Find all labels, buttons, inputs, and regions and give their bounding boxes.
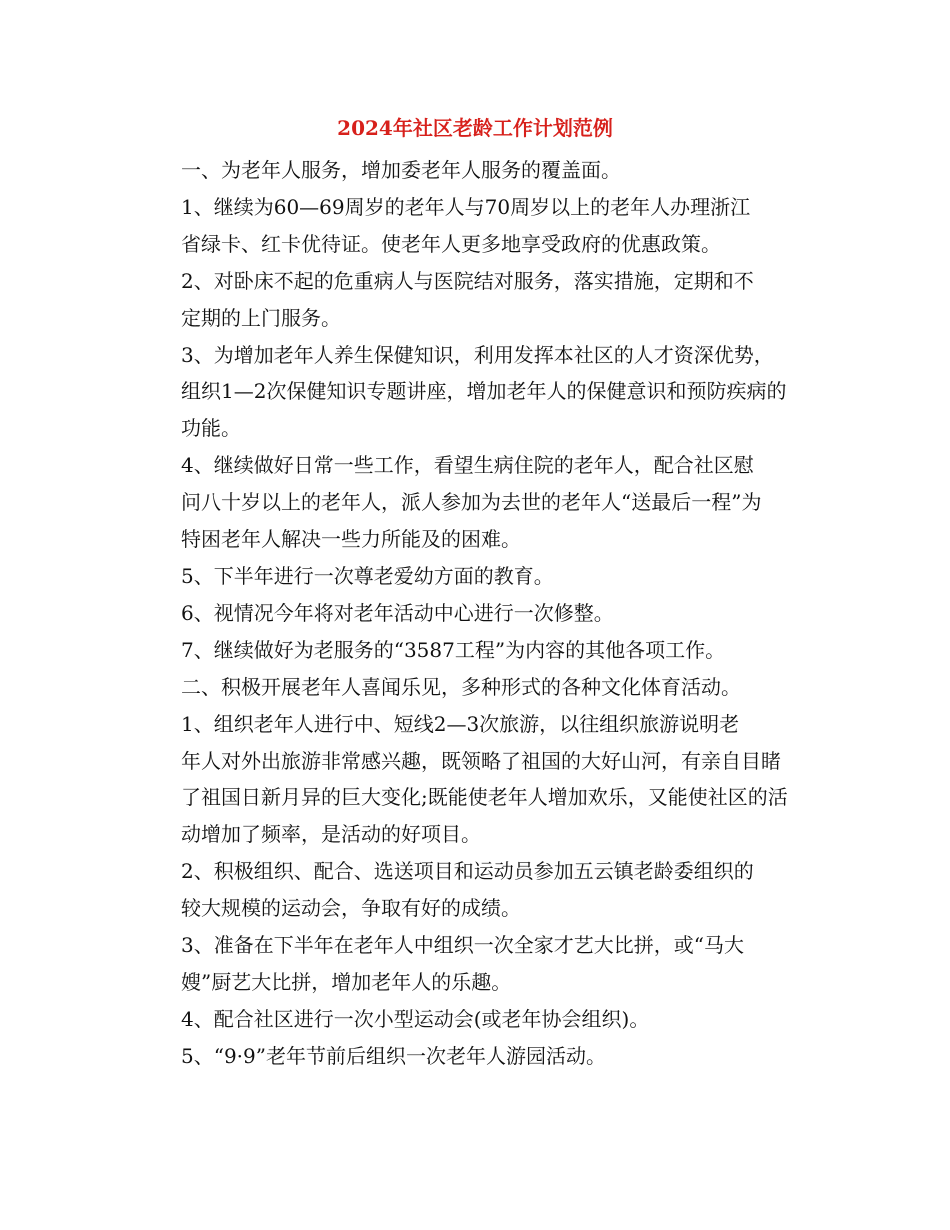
paragraph-line: 5、下半年进行一次尊老爱幼方面的教育。 bbox=[181, 563, 554, 588]
paragraph bbox=[141, 595, 811, 632]
paragraph-line: 定期的上门服务。 bbox=[181, 305, 341, 330]
paragraph bbox=[141, 189, 811, 263]
document-body bbox=[141, 152, 811, 1075]
paragraph-line: 1、组织老年人进行中、短线2—3次旅游，以往组织旅游说明老 bbox=[181, 711, 740, 736]
paragraph bbox=[141, 1038, 811, 1075]
paragraph-line: 较大规模的运动会，争取有好的成绩。 bbox=[181, 896, 521, 921]
paragraph bbox=[141, 669, 811, 706]
paragraph-line: 4、配合社区进行一次小型运动会(或老年协会组织)。 bbox=[181, 1006, 650, 1031]
paragraph-line: 3、为增加老年人养生保健知识，利用发挥本社区的人才资深优势， bbox=[181, 342, 774, 367]
paragraph-line: 3、准备在下半年在老年人中组织一次全家才艺大比拼，或“马大 bbox=[181, 933, 744, 958]
paragraph-line: 2、积极组织、配合、选送项目和运动员参加五云镇老龄委组织的 bbox=[181, 859, 754, 884]
paragraph-line: 6、视情况今年将对老年活动中心进行一次修整。 bbox=[181, 600, 614, 625]
paragraph bbox=[141, 263, 811, 337]
paragraph bbox=[141, 152, 811, 189]
paragraph bbox=[141, 447, 811, 558]
paragraph-line: 嫂”厨艺大比拼，增加老年人的乐趣。 bbox=[181, 969, 512, 994]
paragraph-line: 一、为老年人服务，增加委老年人服务的覆盖面。 bbox=[181, 158, 621, 182]
paragraph-line: 7、继续做好为老服务的“3587工程”为内容的其他各项工作。 bbox=[181, 637, 726, 662]
paragraph bbox=[141, 337, 811, 448]
paragraph bbox=[141, 853, 811, 927]
paragraph bbox=[141, 706, 811, 854]
paragraph-line: 5、“9·9”老年节前后组织一次老年人游园活动。 bbox=[181, 1043, 606, 1068]
paragraph-line: 动增加了频率，是活动的好项目。 bbox=[181, 822, 481, 847]
paragraph bbox=[141, 927, 811, 1001]
paragraph-line: 了祖国日新月异的巨大变化;既能使老年人增加欢乐，又能使社区的活 bbox=[181, 785, 788, 810]
paragraph-line: 1、继续为60—69周岁的老年人与70周岁以上的老年人办理浙江 bbox=[181, 194, 751, 219]
paragraph bbox=[141, 1001, 811, 1038]
paragraph-line: 功能。 bbox=[181, 416, 241, 441]
paragraph-line: 问八十岁以上的老年人，派人参加为去世的老年人“送最后一程”为 bbox=[181, 490, 762, 515]
paragraph-line: 2、对卧床不起的危重病人与医院结对服务，落实措施，定期和不 bbox=[181, 268, 754, 293]
paragraph bbox=[141, 632, 811, 669]
paragraph-line: 二、积极开展老年人喜闻乐见，多种形式的各种文化体育活动。 bbox=[181, 674, 741, 699]
document-title: 2024年社区老龄工作计划范例 bbox=[337, 116, 613, 140]
paragraph-line: 特困老年人解决一些力所能及的困难。 bbox=[181, 527, 521, 552]
paragraph-line: 省绿卡、红卡优待证。使老年人更多地享受政府的优惠政策。 bbox=[181, 231, 721, 256]
paragraph-line: 组织1—2次保健知识专题讲座，增加老年人的保健意识和预防疾病的 bbox=[181, 379, 787, 404]
paragraph-line: 年人对外出旅游非常感兴趣，既领略了祖国的大好山河，有亲自目睹 bbox=[181, 748, 781, 773]
paragraph bbox=[141, 558, 811, 595]
paragraph-line: 4、继续做好日常一些工作，看望生病住院的老年人，配合社区慰 bbox=[181, 453, 754, 478]
